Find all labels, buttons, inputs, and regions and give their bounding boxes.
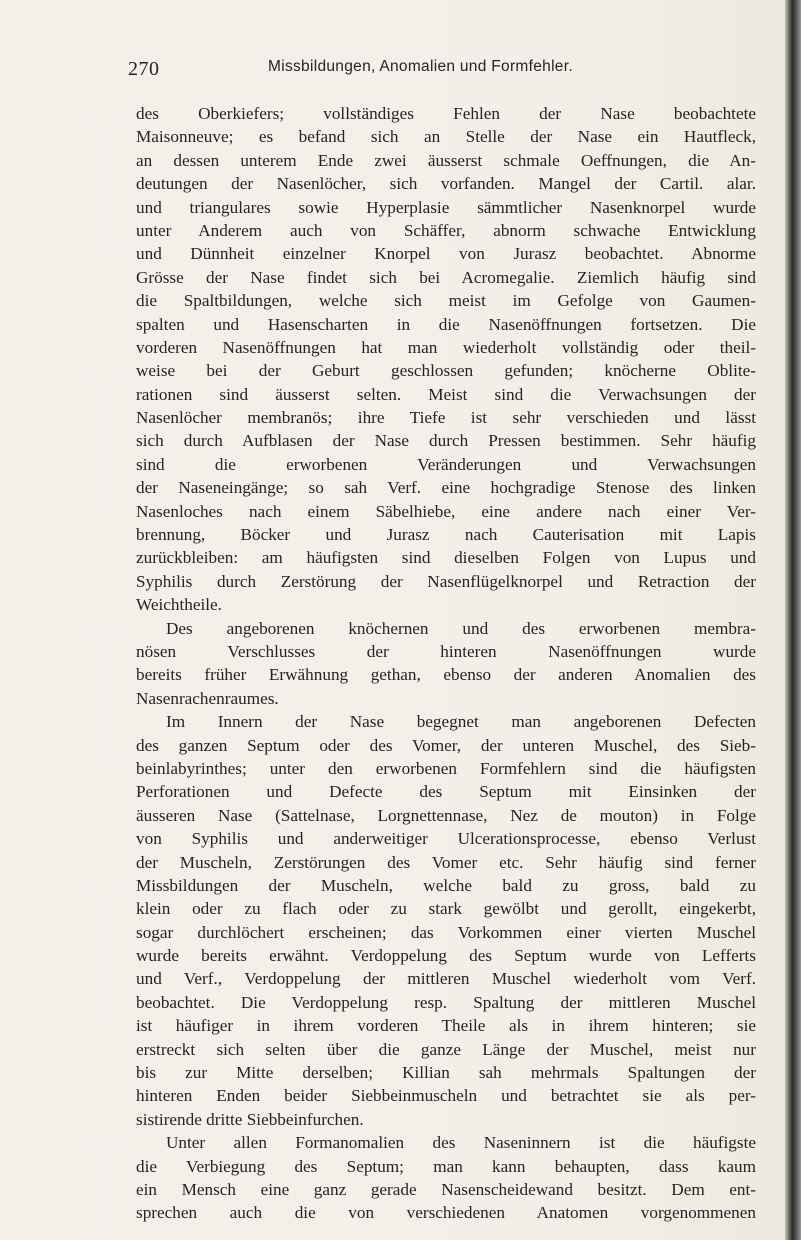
paragraph-end-line: Nasenrachenraumes. (136, 688, 279, 708)
text-line: die Spaltbildungen, welche sich meist im Gefolge von Gaumen- (136, 291, 756, 311)
text-line: erstreckt sich selten über die ganze Länge der Muschel, meist nur (136, 1039, 756, 1059)
book-spine-shadow (785, 0, 801, 1240)
text-line: an dessen unterem Ende zwei äusserst schmale Oeffnungen, die An- (136, 150, 756, 170)
text-line: deutungen der Nasenlöcher, sich vorfanden. Mangel der Cartil. alar. (136, 174, 756, 194)
body-text (136, 102, 756, 1225)
text-line: Missbildungen der Muscheln, welche bald zu gross, bald zu (136, 875, 756, 895)
text-line: zurückbleiben: am häufigsten sind dieselben Folgen von Lupus und (136, 548, 756, 568)
text-line: weise bei der Geburt geschlossen gefunden; knöcherne Oblite- (136, 361, 756, 381)
running-title: Missbildungen, Anomalien und Formfehler. (268, 58, 573, 75)
text-line: bis zur Mitte derselben; Killian sah mehrmals Spaltungen der (136, 1063, 756, 1083)
text-line: des ganzen Septum oder des Vomer, der unteren Muschel, des Sieb- (136, 735, 756, 755)
text-line: beobachtet. Die Verdoppelung resp. Spaltung der mittleren Muschel (136, 992, 756, 1012)
text-line: der Muscheln, Zerstörungen des Vomer etc. Sehr häufig sind ferner (136, 852, 756, 872)
text-line: äusseren Nase (Sattelnase, Lorgnettennase, Nez de mouton) in Folge (136, 805, 756, 825)
text-line: des Oberkiefers; vollständiges Fehlen der Nase beobachtete (136, 104, 756, 123)
paragraph-start-line: Des angeborenen knöchernen und des erworbenen membra- (166, 618, 756, 638)
text-line: von Syphilis und anderweitiger Ulcerationsprocesse, ebenso Verlust (136, 829, 756, 849)
text-line: sind die erworbenen Veränderungen und Verwachsungen (136, 454, 756, 474)
text-line: vorderen Nasenöffnungen hat man wiederholt vollständig oder theil- (136, 337, 756, 357)
text-line: nösen Verschlusses der hinteren Nasenöffnungen wurde (136, 641, 756, 661)
text-line: ist häufiger in ihrem vorderen Theile als in ihrem hinteren; sie (136, 1016, 756, 1036)
text-line: spalten und Hasenscharten in die Nasenöffnungen fortsetzen. Die (136, 314, 756, 334)
text-line: Perforationen und Defecte des Septum mit Einsinken der (136, 782, 756, 802)
text-line: sogar durchlöchert erscheinen; das Vorkommen einer vierten Muschel (136, 922, 756, 942)
text-line: Nasenlöcher membranös; ihre Tiefe ist sehr verschieden und lässt (136, 408, 756, 428)
text-line: brennung, Böcker und Jurasz nach Cauterisation mit Lapis (136, 525, 756, 545)
text-line: und triangulares sowie Hyperplasie sämmtlicher Nasenknorpel wurde (136, 197, 756, 217)
paragraph-end-line: sistirende dritte Siebbeinfurchen. (136, 1109, 364, 1129)
text-line: rationen sind äusserst selten. Meist sind die Verwachsungen der (136, 384, 756, 404)
text-line: und Dünnheit einzelner Knorpel von Jurasz beobachtet. Abnorme (136, 244, 756, 264)
text-line: Maisonneuve; es befand sich an Stelle der Nase ein Hautfleck, (136, 127, 756, 147)
text-line: Nasenloches nach einem Säbelhiebe, eine andere nach einer Ver- (136, 501, 756, 521)
text-line: klein oder zu flach oder zu stark gewölbt und gerollt, eingekerbt, (136, 899, 756, 919)
text-line: wurde bereits erwähnt. Verdoppelung des Septum wurde von Lefferts (136, 946, 756, 966)
text-line: unter Anderem auch von Schäffer, abnorm schwache Entwicklung (136, 220, 756, 240)
text-line: ein Mensch eine ganz gerade Nasenscheidewand besitzt. Dem ent- (136, 1179, 756, 1199)
text-line: der Naseneingänge; so sah Verf. eine hochgradige Stenose des linken (136, 478, 756, 498)
paragraph-start-line: Unter allen Formanomalien des Naseninnern ist die häufigste (166, 1133, 756, 1153)
text-line: beinlabyrinthes; unter den erworbenen Formfehlern sind die häufigsten (136, 758, 756, 778)
paragraph-start-line: Im Innern der Nase begegnet man angeborenen Defecten (166, 712, 756, 732)
page-header (128, 58, 740, 82)
text-line: sich durch Aufblasen der Nase durch Pressen bestimmen. Sehr häufig (136, 431, 756, 451)
text-line: hinteren Enden beider Siebbeinmuscheln und betrachtet sie als per- (136, 1086, 756, 1106)
text-line: und Verf., Verdoppelung der mittleren Muschel wiederholt vom Verf. (136, 969, 756, 989)
text-line: die Verbiegung des Septum; man kann behaupten, dass kaum (136, 1156, 756, 1176)
paragraph-end-line: Weichtheile. (136, 595, 222, 615)
page-number: 270 (128, 58, 160, 80)
text-line: Syphilis durch Zerstörung der Nasenflügelknorpel und Retraction der (136, 571, 756, 591)
text-line: Grösse der Nase findet sich bei Acromegalie. Ziemlich häufig sind (136, 267, 756, 287)
text-line: bereits früher Erwähnung gethan, ebenso der anderen Anomalien des (136, 665, 756, 685)
text-line: sprechen auch die von verschiedenen Anatomen vorgenommenen (136, 1203, 756, 1223)
